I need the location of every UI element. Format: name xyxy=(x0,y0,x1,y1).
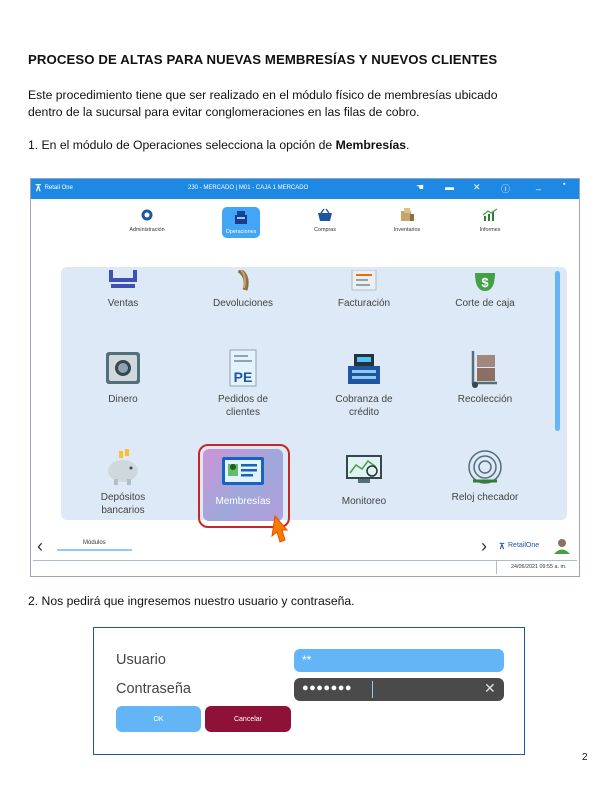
tab-modulos[interactable]: Módulos xyxy=(57,540,132,551)
tile-corte-label: Corte de caja xyxy=(455,298,515,309)
info-icon[interactable]: ⓘ xyxy=(501,184,511,194)
user-input-value: ** xyxy=(302,653,312,667)
status-timestamp: 24/06/2021 09:55 a. m. xyxy=(511,564,567,570)
document-title: PROCESO DE ALTAS PARA NUEVAS MEMBRESÍAS Y NUEVOS CLIENTES xyxy=(28,52,498,67)
money-bag-icon xyxy=(461,269,509,293)
register-icon xyxy=(340,349,388,389)
clear-icon[interactable]: ✕ xyxy=(484,680,496,696)
tile-membresias-label: Membresías xyxy=(215,496,271,507)
menu-inventarios[interactable] xyxy=(377,207,437,233)
tile-depositos-label-2: bancarios xyxy=(101,505,145,516)
order-document-icon xyxy=(219,349,267,389)
tile-cobranza-label-2: crédito xyxy=(348,407,379,418)
safe-icon xyxy=(99,349,147,389)
status-bar xyxy=(33,560,577,575)
invoice-icon xyxy=(340,269,388,293)
tile-recoleccion-label: Recolección xyxy=(457,394,513,405)
tile-monitoreo-label: Monitoreo xyxy=(341,496,387,507)
fingerprint-icon xyxy=(461,447,509,487)
basket-icon xyxy=(316,207,334,223)
chevron-right-icon[interactable]: › xyxy=(481,536,487,556)
tile-depositos-label-1: Depósitos xyxy=(100,492,146,503)
chart-icon xyxy=(481,207,499,223)
tile-recoleccion[interactable] xyxy=(431,349,539,406)
piggy-bank-icon xyxy=(99,447,147,487)
user-avatar-icon[interactable] xyxy=(552,537,572,560)
menu-inventarios-label: Inventarios xyxy=(393,227,421,233)
retail-one-logo-icon: ⊼ xyxy=(35,183,42,193)
boxes-icon xyxy=(398,207,416,223)
intro-paragraph xyxy=(28,87,568,121)
menu-operaciones-label: Operaciones xyxy=(225,229,257,235)
page-number: 2 xyxy=(582,752,588,763)
menu-informes-label: Informes xyxy=(479,227,501,233)
password-input-value: ●●●●●●● xyxy=(302,682,353,694)
menu-compras[interactable] xyxy=(295,207,355,233)
chevron-left-icon[interactable]: ‹ xyxy=(37,536,43,556)
message-icon[interactable]: ▬ xyxy=(445,182,454,192)
tile-ventas-label: Ventas xyxy=(107,298,139,309)
menu-compras-label: Compras xyxy=(314,227,336,233)
hand-icon[interactable]: ☚ xyxy=(416,182,425,192)
tile-facturacion-label: Facturación xyxy=(337,298,391,309)
status-divider xyxy=(496,561,497,574)
tile-depositos-bancarios[interactable] xyxy=(69,447,177,517)
menu-operaciones[interactable] xyxy=(211,207,271,238)
menu-administracion-label: Administración xyxy=(129,227,165,233)
gear-icon xyxy=(138,207,156,223)
cash-register-icon xyxy=(232,210,250,226)
menu-operaciones-pill xyxy=(222,207,260,238)
step-1-bold: Membresías xyxy=(335,138,407,152)
step-1-prefix: 1. En el módulo de Operaciones selecciona la opción de xyxy=(28,138,336,152)
tile-dinero[interactable] xyxy=(69,349,177,406)
footer-logo-text: RetailOne xyxy=(508,542,540,549)
user-label: Usuario xyxy=(116,652,166,668)
tile-devoluciones[interactable] xyxy=(189,269,297,310)
tile-pedidos-label-1: Pedidos de xyxy=(217,394,269,405)
tile-reloj-label: Reloj checador xyxy=(451,492,519,503)
pedidos-badge: PE xyxy=(233,369,253,385)
app-screenshot xyxy=(30,178,580,577)
hand-truck-icon xyxy=(461,349,509,389)
svg-text:$: $ xyxy=(481,275,489,290)
menu-informes[interactable] xyxy=(460,207,520,233)
retail-one-footer-logo-icon: ⊼ xyxy=(499,542,505,551)
tile-corte-de-caja[interactable] xyxy=(431,269,539,310)
brand-label: Retail One xyxy=(44,185,73,191)
tile-pedidos-label-2: clientes xyxy=(226,407,260,418)
step-1-suffix: . xyxy=(406,138,410,152)
membership-card-icon xyxy=(219,451,267,491)
user-input[interactable] xyxy=(294,649,504,672)
restore-icon[interactable]: ▪ xyxy=(563,181,566,188)
tile-dinero-label: Dinero xyxy=(108,394,138,405)
tile-devoluciones-label: Devoluciones xyxy=(212,298,274,309)
window-info: 230 - MERCADO | M01 - CAJA 1 MERCADO xyxy=(188,185,309,191)
ok-button[interactable]: OK xyxy=(116,706,201,732)
tools-icon[interactable]: ✕ xyxy=(473,182,481,192)
tile-ventas[interactable] xyxy=(69,269,177,310)
return-icon xyxy=(219,269,267,293)
password-input[interactable] xyxy=(294,678,504,701)
menu-administracion[interactable] xyxy=(117,207,177,233)
tile-cobranza-credito[interactable] xyxy=(310,349,418,419)
module-menu xyxy=(31,199,579,261)
login-dialog xyxy=(93,627,525,755)
cancel-button[interactable]: Cancelar xyxy=(205,706,291,732)
text-cursor xyxy=(372,681,373,698)
step-1-text xyxy=(28,138,409,152)
tile-cobranza-label-1: Cobranza de xyxy=(335,394,393,405)
minimize-icon[interactable]: _ xyxy=(536,180,542,190)
app-brand xyxy=(35,184,73,192)
cart-icon xyxy=(99,269,147,293)
tile-membresias[interactable] xyxy=(189,451,297,508)
app-bottom-bar xyxy=(31,536,579,560)
tile-monitoreo[interactable] xyxy=(310,451,418,508)
tile-reloj-checador[interactable] xyxy=(431,447,539,504)
step-2-text: 2. Nos pedirá que ingresemos nuestro usuario y contraseña. xyxy=(28,594,355,608)
intro-line-1: Este procedimiento tiene que ser realizado en el módulo físico de membresías ubicado xyxy=(28,88,498,102)
panel-scrollbar[interactable] xyxy=(555,271,560,431)
app-titlebar xyxy=(31,179,579,199)
intro-line-2: dentro de la sucursal para evitar conglomeraciones en las filas de cobro. xyxy=(28,105,420,119)
password-label: Contraseña xyxy=(116,681,191,697)
monitor-icon xyxy=(340,451,388,491)
tile-facturacion[interactable] xyxy=(310,269,418,310)
tile-pedidos-clientes[interactable] xyxy=(189,349,297,419)
